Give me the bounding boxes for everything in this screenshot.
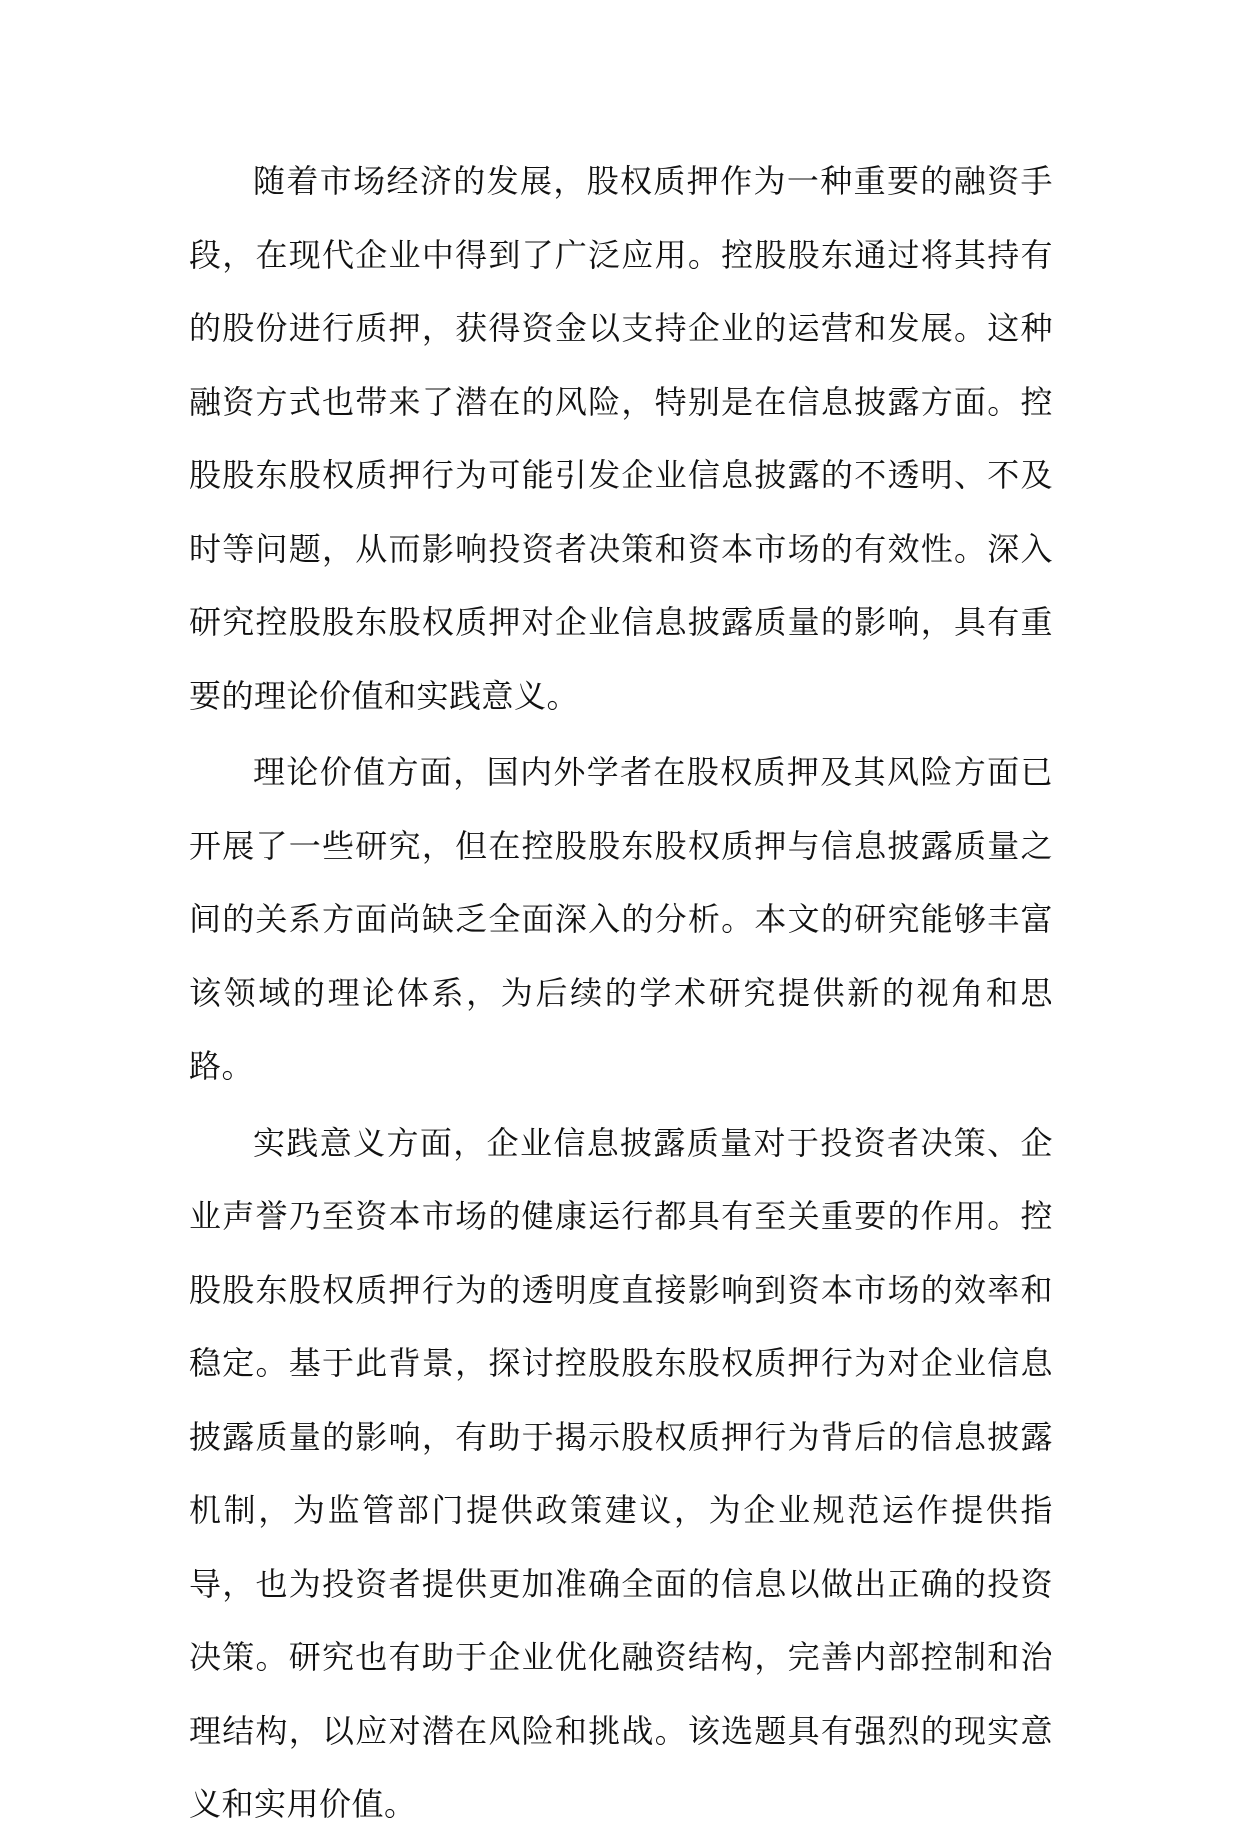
- paragraph-background: 随着市场经济的发展，股权质押作为一种重要的融资手段，在现代企业中得到了广泛应用。控股股东通过将其持有的股份进行质押，获得资金以支持企业的运营和发展。这种融资方式也带来了潜在的风险，特别是在信息披露方面。控股股东股权质押行为可能引发企业信息披露的不透明、不及时等问题，从而影响投资者决策和资本市场的有效性。深入研究控股股东股权质押对企业信息披露质量的影响，具有重要的理论价值和实践意义。: [189, 162, 1053, 715]
- document-body: [189, 145, 1053, 1845]
- paragraph-theoretical-value: 理论价值方面，国内外学者在股权质押及其风险方面已开展了一些研究，但在控股股东股权质押与信息披露质量之间的关系方面尚缺乏全面深入的分析。本文的研究能够丰富该领域的理论体系，为后续的学术研究提供新的视角和思路。: [189, 753, 1053, 1085]
- paragraph-practical-significance: 实践意义方面，企业信息披露质量对于投资者决策、企业声誉乃至资本市场的健康运行都具有至关重要的作用。控股股东股权质押行为的透明度直接影响到资本市场的效率和稳定。基于此背景，探讨控股股东股权质押行为对企业信息披露质量的影响，有助于揭示股权质押行为背后的信息披露机制，为监管部门提供政策建议，为企业规范运作提供指导，也为投资者提供更加准确全面的信息以做出正确的投资决策。研究也有助于企业优化融资结构，完善内部控制和治理结构，以应对潜在风险和挑战。该选题具有强烈的现实意义和实用价值。: [189, 1123, 1053, 1823]
